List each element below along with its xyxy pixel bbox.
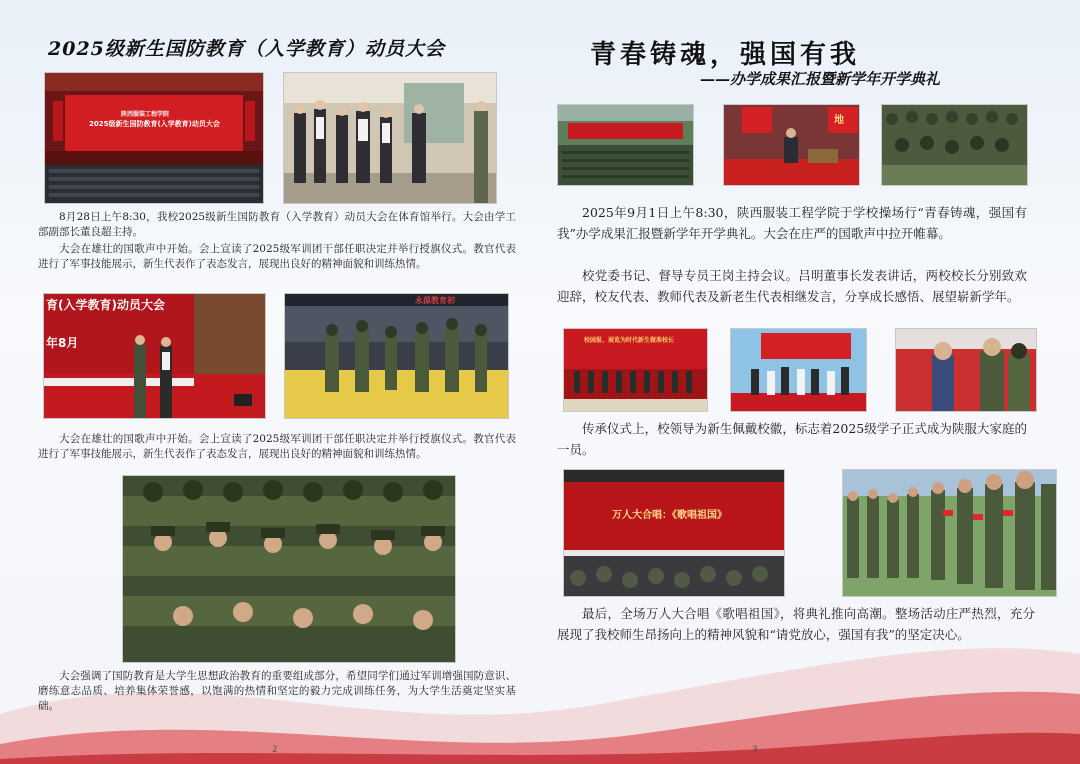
photo-r4-banner: 校园报、展览为时代新生做准校长	[584, 337, 675, 344]
photo-auditorium-assembly	[44, 72, 264, 204]
photo-students-flags	[842, 469, 1057, 597]
right-para4-text: 最后，全场万人大合唱《歌唱祖国》，将典礼推向高潮。整场活动庄严热烈，充分展现了我校师生昂扬向上的精神风貌和“请党放心，强国有我”的坚定决心。	[557, 606, 1035, 642]
left-paragraph-1	[38, 210, 516, 240]
right-paragraph-4	[557, 603, 1035, 645]
left-para1-text: 8月28日上午8:30，我校2025级新生国防教育（入学教育）动员大会在体育馆举行。大会由学工部副部长董良超主持。	[38, 211, 516, 238]
photo-military-drill	[284, 293, 509, 419]
photo4-banner: 永葆教育初	[415, 296, 455, 305]
photo1-banner-event: 2025级新生国防教育(入学教育)动员大会	[89, 120, 220, 128]
left-paragraph-3	[38, 432, 516, 462]
photo-speaker-podium	[723, 104, 860, 186]
left-para3-text: 大会在雄壮的国歌声中开始。会上宣读了2025级军训团干部任职决定并举行授旗仪式。教官代表进行了军事技能展示，新生代表作了表态发言，展现出良好的精神面貌和训练热情。	[38, 433, 516, 460]
photo-students-field	[881, 104, 1028, 186]
page-number-right: 3	[752, 745, 758, 755]
photo-flag-ceremony	[43, 293, 266, 419]
right-subtitle: ——办学成果汇报暨新学年开学典礼	[700, 70, 941, 88]
right-title: 青春铸魂，强国有我	[590, 40, 861, 70]
photo-mass-chorus	[563, 469, 785, 597]
right-paragraph-1	[557, 202, 1027, 244]
right-para1-text: 2025年9月1日上午8:30，陕西服装工程学院于学校操场行“青春铸魂，强国有我”办学成果汇报暨新学年开学典礼。大会在庄严的国歌声中拉开帷幕。	[557, 205, 1027, 241]
right-para3-text: 传承仪式上，校领导为新生佩戴校徽，标志着2025级学子正式成为陕服大家庭的一员。	[557, 421, 1027, 457]
photo-r2-sign: 地	[834, 115, 844, 126]
left-para2-text: 大会在雄壮的国歌声中开始。会上宣读了2025级军训团干部任职决定并举行授旗仪式。教官代表进行了军事技能展示，新生代表作了表态发言，展现出良好的精神面貌和训练热情。	[38, 243, 516, 270]
photo-badge-ceremony	[730, 328, 867, 412]
photo-officials-visit	[283, 72, 497, 204]
right-paragraph-3	[557, 418, 1027, 460]
photo-stage-lineup	[563, 328, 708, 412]
page-number-left: 2	[272, 745, 278, 755]
left-paragraph-4	[38, 669, 516, 714]
photo-r7-banner: 万人大合唱：《歌唱祖国》	[612, 510, 727, 521]
left-paragraph-2	[38, 242, 516, 272]
right-paragraph-2	[557, 265, 1027, 307]
photo3-banner-date: 年8月	[46, 336, 79, 350]
left-para4-text: 大会强调了国防教育是大学生思想政治教育的重要组成部分，希望同学们通过军训增强国防意识、磨练意志品质、培养集体荣誉感，以饱满的热情和坚定的毅力完成训练任务，为大学生活奠定坚实基础。	[38, 670, 516, 712]
left-title: 2025级新生国防教育（入学教育）动员大会	[48, 38, 445, 60]
photo-field-overview	[557, 104, 694, 186]
photo1-banner-school: 陕西服装工程学院	[121, 111, 170, 118]
photo3-banner-event: 育(入学教育)动员大会	[46, 298, 165, 312]
photo-trainees-camo	[122, 475, 456, 663]
right-para2-text: 校党委书记、督导专员王岗主持会议。吕明董事长发表讲话，两校校长分别致欢迎辞，校友代表、教师代表及新老生代表相继发言，分享成长感悟、展望崭新学年。	[557, 268, 1027, 304]
photo-badge-closeup	[895, 328, 1037, 412]
